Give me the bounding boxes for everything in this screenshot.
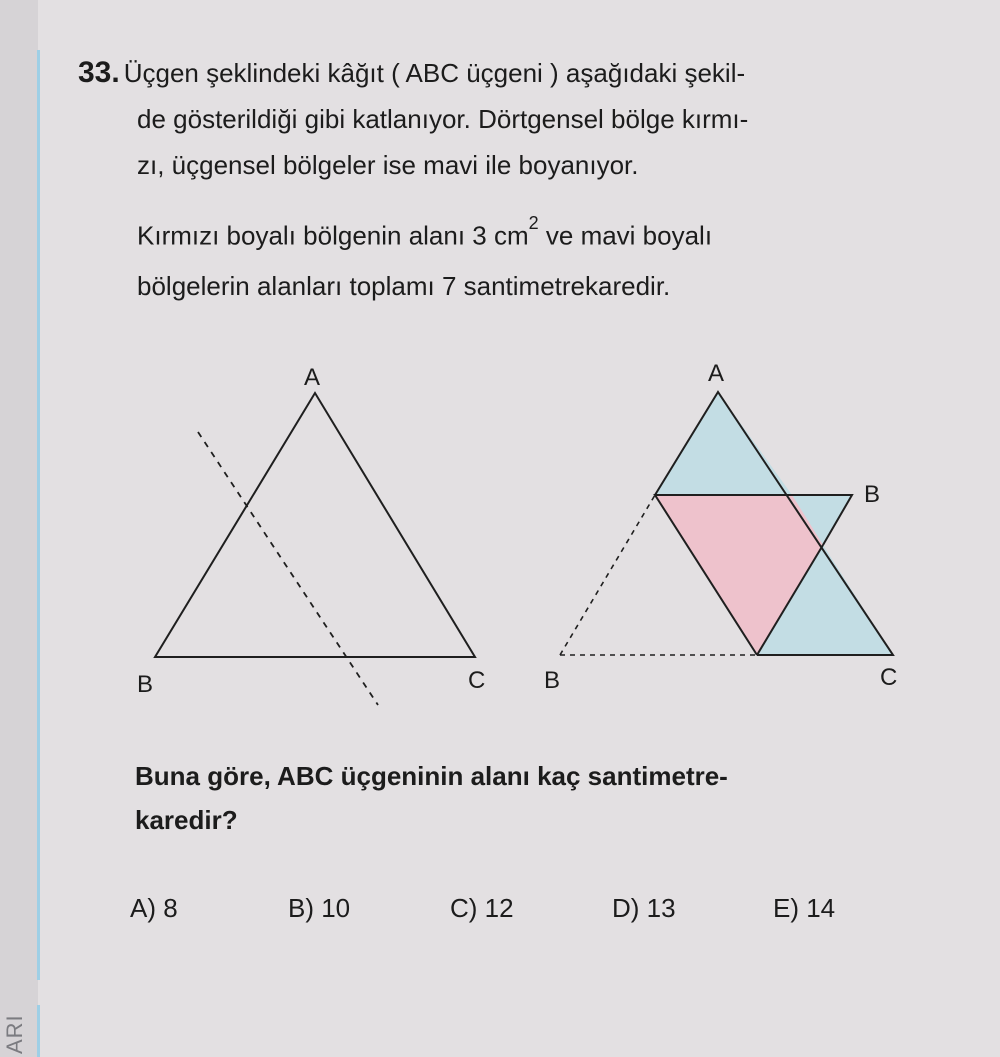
triangle-figures [0,340,1000,710]
margin-line-bottom [37,1005,40,1057]
question-line-3: zı, üçgensel bölgeler ise mavi ile boyanıyor. [137,150,639,180]
label-b-left: B [137,671,154,698]
prompt-line-2: karedir? [135,805,238,835]
option-a[interactable]: A) 8 [130,893,178,923]
label-c-right: C [880,664,898,691]
question-number: 33. [78,56,120,89]
prompt-line-1: Buna göre, ABC üçgeninin alanı kaç santimetre- [135,761,728,791]
label-a-right: A [708,360,725,387]
folded-triangle-figure [544,360,897,694]
given-info [137,204,937,311]
question-prompt [135,754,955,842]
given-line-2: bölgelerin alanları toplamı 7 santimetrekaredir. [137,270,671,301]
side-dashed [560,495,655,655]
answer-options [130,893,910,933]
option-d[interactable]: D) 13 [612,893,676,923]
fold-line [198,432,378,705]
triangle-abc [155,393,475,657]
label-a-left: A [304,364,321,391]
question-text [78,50,938,188]
label-b-bottom: B [544,667,561,694]
superscript-two: 2 [528,213,539,233]
option-c[interactable]: C) 12 [450,893,514,923]
question-line-1: 33. Üçgen şeklindeki kâğıt ( ABC üçgeni ) aşağıdaki şekil- [78,56,746,89]
blue-triangle-top [655,392,792,495]
option-e[interactable]: E) 14 [773,893,836,923]
option-b[interactable]: B) 10 [288,893,351,923]
given-line-1: Kırmızı boyalı bölgenin alanı 3 $cm^2$ ve mavi boyalı [137,213,713,251]
label-c-left: C [468,667,486,694]
original-triangle-figure [137,364,485,705]
label-b-right: B [864,481,881,508]
side-label: ARI [2,1014,27,1054]
question-line-2: de gösterildiği gibi katlanıyor. Dörtgensel bölge kırmı- [137,104,749,134]
